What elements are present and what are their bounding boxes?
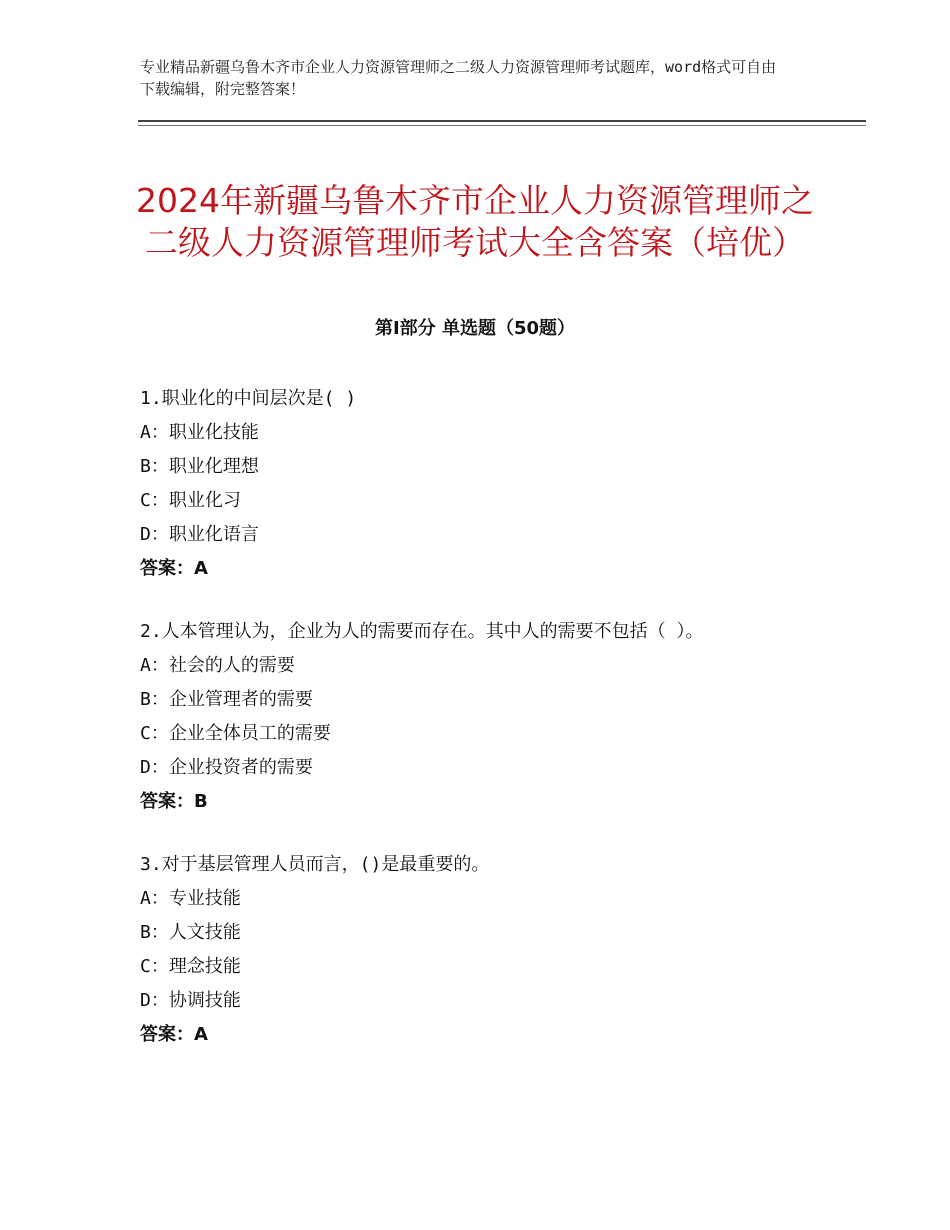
option-a: A：社会的人的需要	[140, 655, 295, 676]
answer-line: 答案：A	[140, 558, 208, 579]
section-heading: 第Ⅰ部分 单选题（50题）	[374, 318, 575, 339]
question-2	[140, 615, 830, 819]
option-b: B：人文技能	[140, 922, 241, 943]
question-stem: 3.对于基层管理人员而言，()是最重要的。	[140, 854, 490, 875]
option-c: C：职业化习	[140, 490, 241, 511]
option-c: C：理念技能	[140, 956, 241, 977]
answer-line: 答案：B	[140, 791, 208, 812]
question-stem: 2.人本管理认为，企业为人的需要而存在。其中人的需要不包括（ ）。	[140, 621, 704, 642]
option-c: C：企业全体员工的需要	[140, 723, 331, 744]
document-title: 2024年新疆乌鲁木齐市企业人力资源管理师之二级人力资源管理师考试大全含答案（培优）	[136, 181, 814, 263]
question-1	[140, 382, 830, 586]
header-divider-thin	[138, 125, 866, 126]
option-d: D：企业投资者的需要	[140, 757, 313, 778]
question-stem: 1.职业化的中间层次是( )	[140, 388, 357, 409]
option-d: D：协调技能	[140, 990, 241, 1011]
header-note: 专业精品新疆乌鲁木齐市企业人力资源管理师之二级人力资源管理师考试题库，word格式可自由下载编辑，附完整答案！	[140, 58, 777, 98]
option-b: B：企业管理者的需要	[140, 689, 313, 710]
option-a: A：职业化技能	[140, 422, 259, 443]
question-list	[140, 382, 830, 1081]
option-a: A：专业技能	[140, 888, 241, 909]
question-3	[140, 848, 830, 1052]
option-b: B：职业化理想	[140, 456, 259, 477]
header-divider-thick	[138, 120, 866, 122]
answer-line: 答案：A	[140, 1024, 208, 1045]
option-d: D：职业化语言	[140, 524, 259, 545]
